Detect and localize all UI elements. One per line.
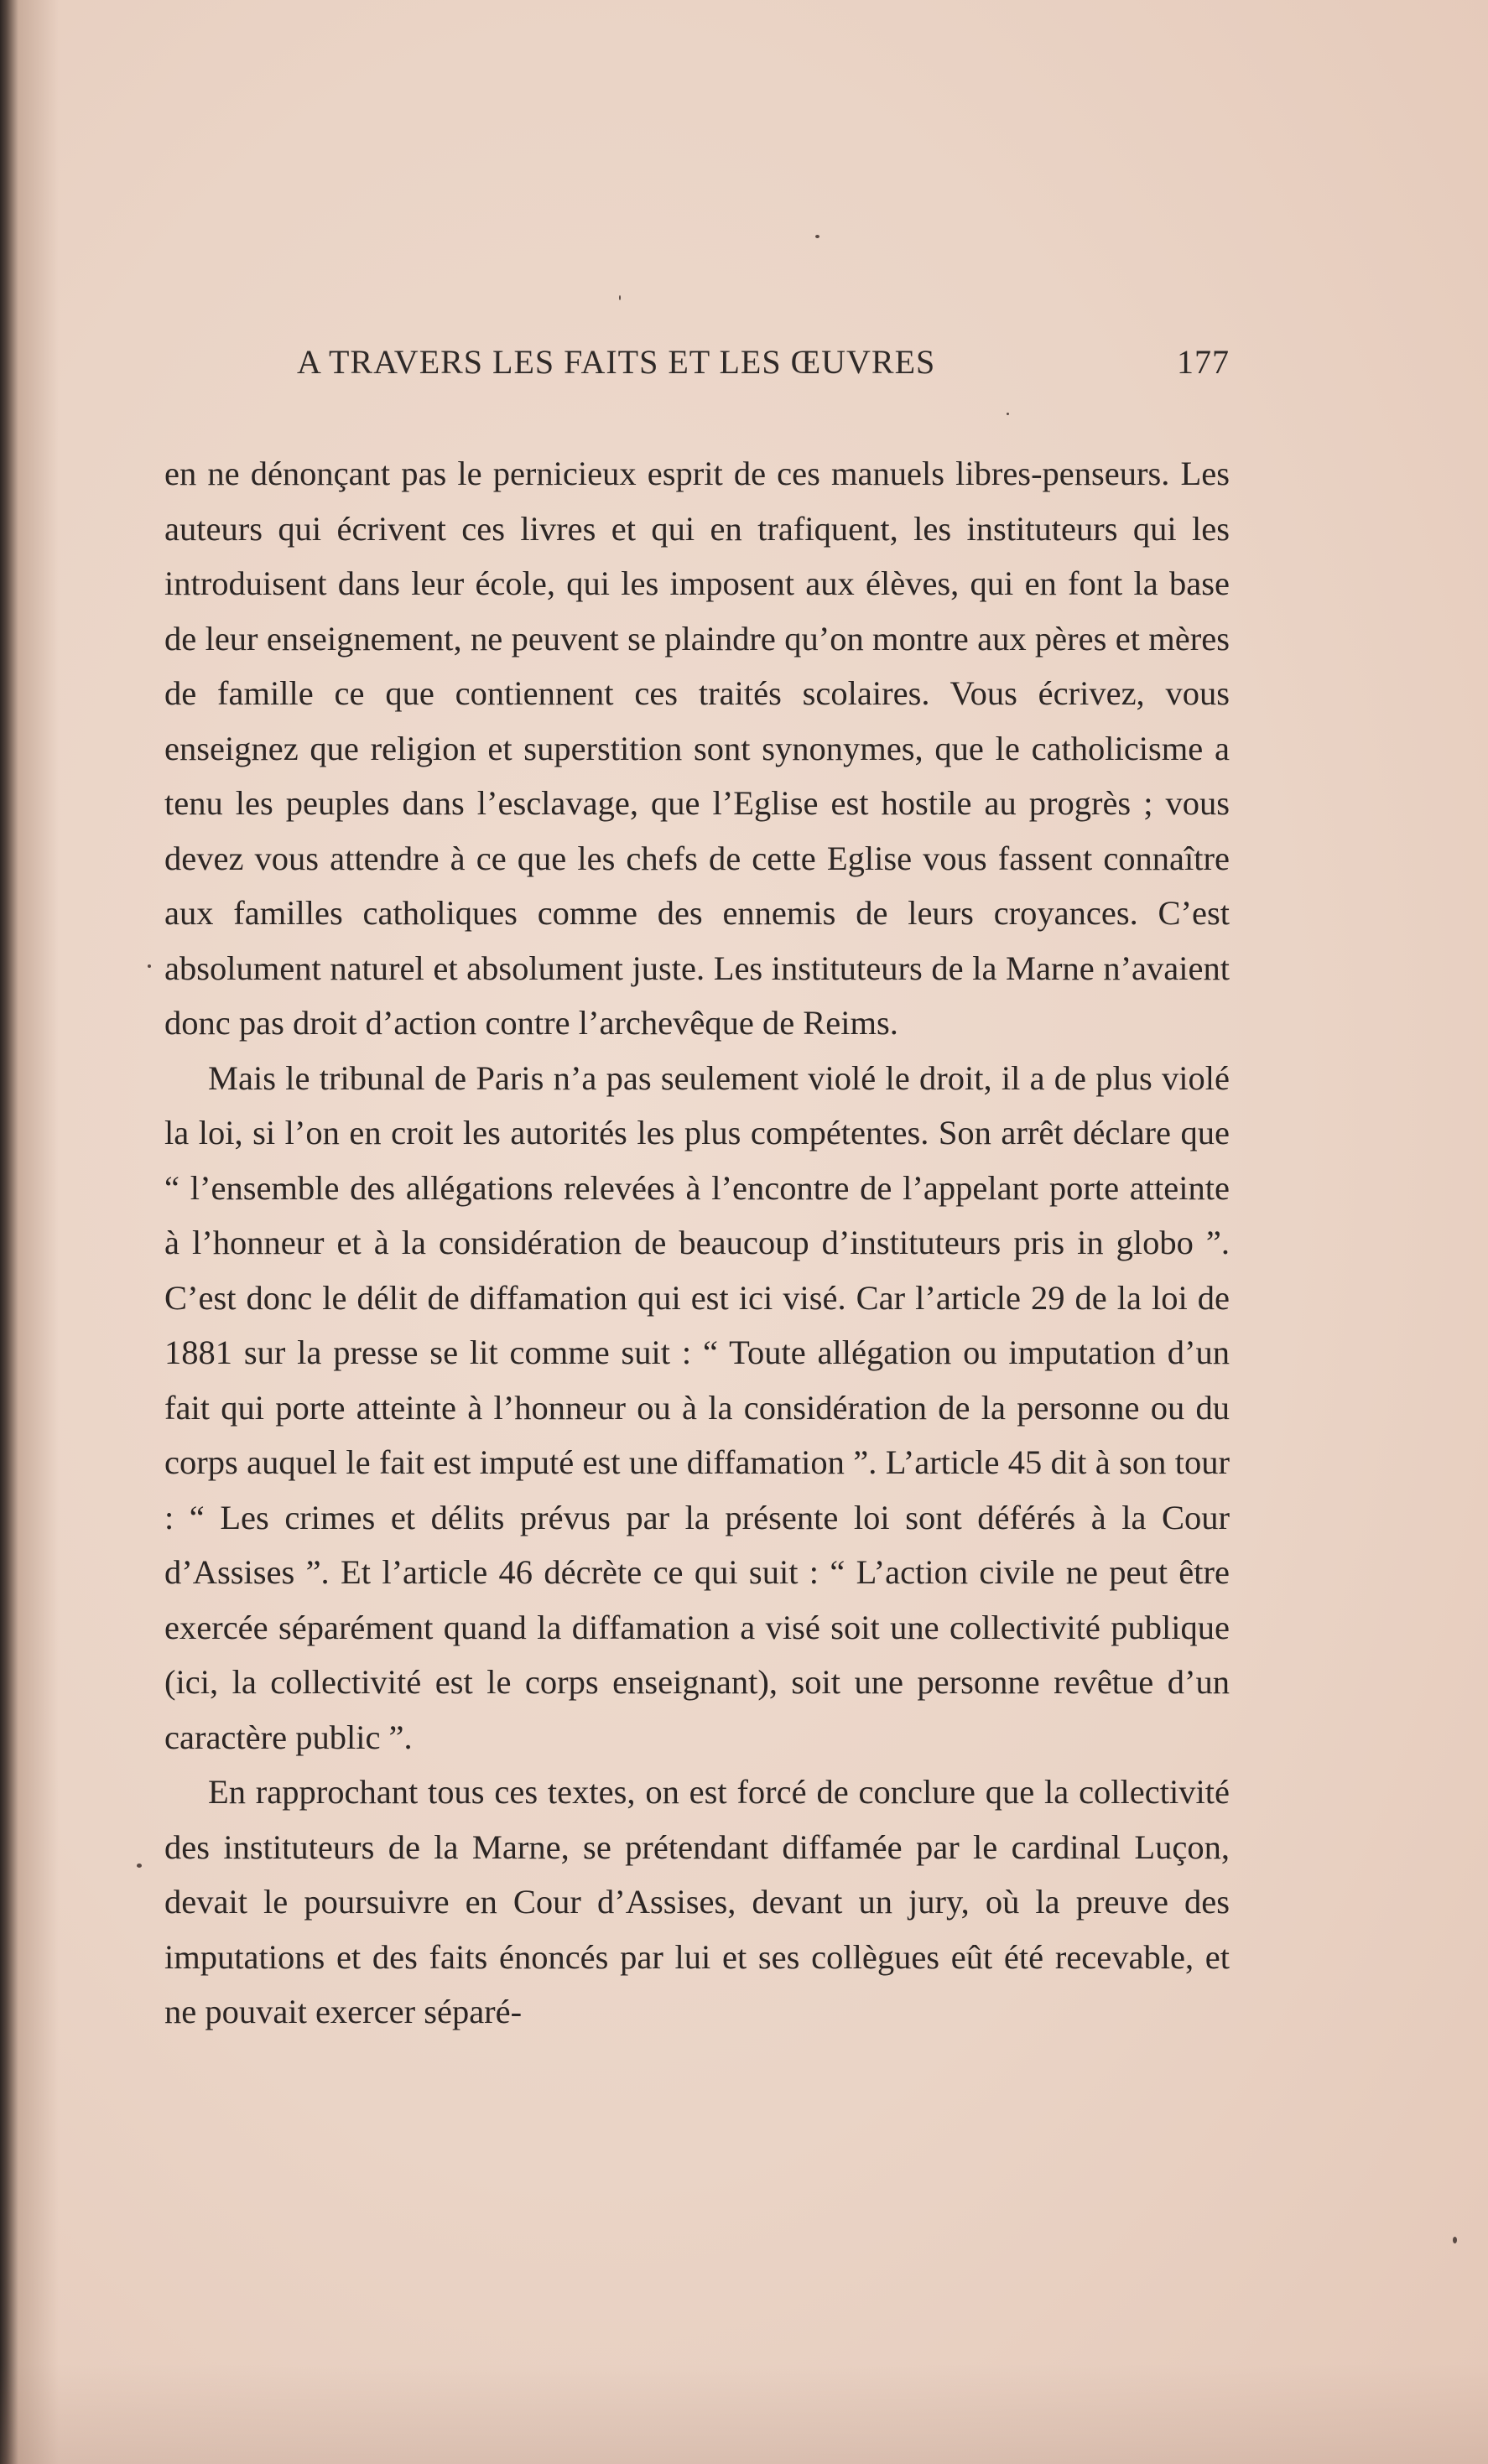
paper-speck	[1007, 413, 1009, 415]
paper-speck	[815, 235, 819, 238]
body-text	[164, 446, 1230, 2040]
page-number: 177	[1177, 343, 1230, 381]
paragraph-3: En rapprochant tous ces textes, on est forcé de conclure que la collectivité des instituteurs de la Marne, se prétendant diffamée par le cardinal Luçon, devait le poursuivre en Cour d’Assises, devant un jury, où la preuve des imputations et des faits énoncés par lui et ses collègues eût été recevable, et ne pouvait exercer séparé-	[164, 1773, 1230, 2030]
running-head-title: A TRAVERS LES FAITS ET LES ŒUVRES	[297, 343, 936, 381]
paper-speck	[148, 964, 151, 968]
paper-speck	[619, 295, 621, 300]
paper-speck	[1453, 2237, 1457, 2243]
running-head	[297, 342, 1230, 392]
paper-speck	[137, 1864, 142, 1868]
paragraph-2: Mais le tribunal de Paris n’a pas seulement violé le droit, il a de plus violé la loi, si l’on en croit les autorités les plus compétentes. Son arrêt déclare que “ l’ensemble des allégations relevées à l’encontre de l’appelant porte atteinte à l’honneur et à la considération de beaucoup d’instituteurs pris in globo ”. C’est donc le délit de diffamation qui est ici visé. Car l’article 29 de la loi de 1881 sur la presse se lit comme suit : “ Toute allégation ou imputation d’un fait qui porte atteinte à l’honneur ou à la considération de la personne ou du corps auquel le fait est imputé est une diffamation ”. L’article 45 dit à son tour : “ Les crimes et délits prévus par la présente loi sont déférés à la Cour d’Assises ”. Et l’article 46 décrète ce qui suit : “ L’action civile ne peut être exercée séparément quand la diffamation a visé soit une collectivité publique (ici, la collectivité est le corps enseignant), soit une personne revêtue d’un caractère public ”.	[164, 1058, 1230, 1756]
paragraph-1: en ne dénonçant pas le pernicieux esprit de ces manuels libres-penseurs. Les auteurs qui écrivent ces livres et qui en trafiquent, les instituteurs qui les introduisent dans leur école, qui les imposent aux élèves, qui en font la base de leur enseignement, ne peuvent se plaindre qu’on montre aux pères et mères de famille ce que contiennent ces traités scolaires. Vous écrivez, vous enseignez que religion et superstition sont synonymes, que le catholicisme a tenu les peuples dans l’esclavage, que l’Eglise est hostile au progrès ; vous devez vous attendre à ce que les chefs de cette Eglise vous fassent connaître aux familles catholiques comme des ennemis de leurs croyances. C’est absolument naturel et absolument juste. Les instituteurs de la Marne n’avaient donc pas droit d’action contre l’archevêque de Reims.	[164, 455, 1230, 1042]
